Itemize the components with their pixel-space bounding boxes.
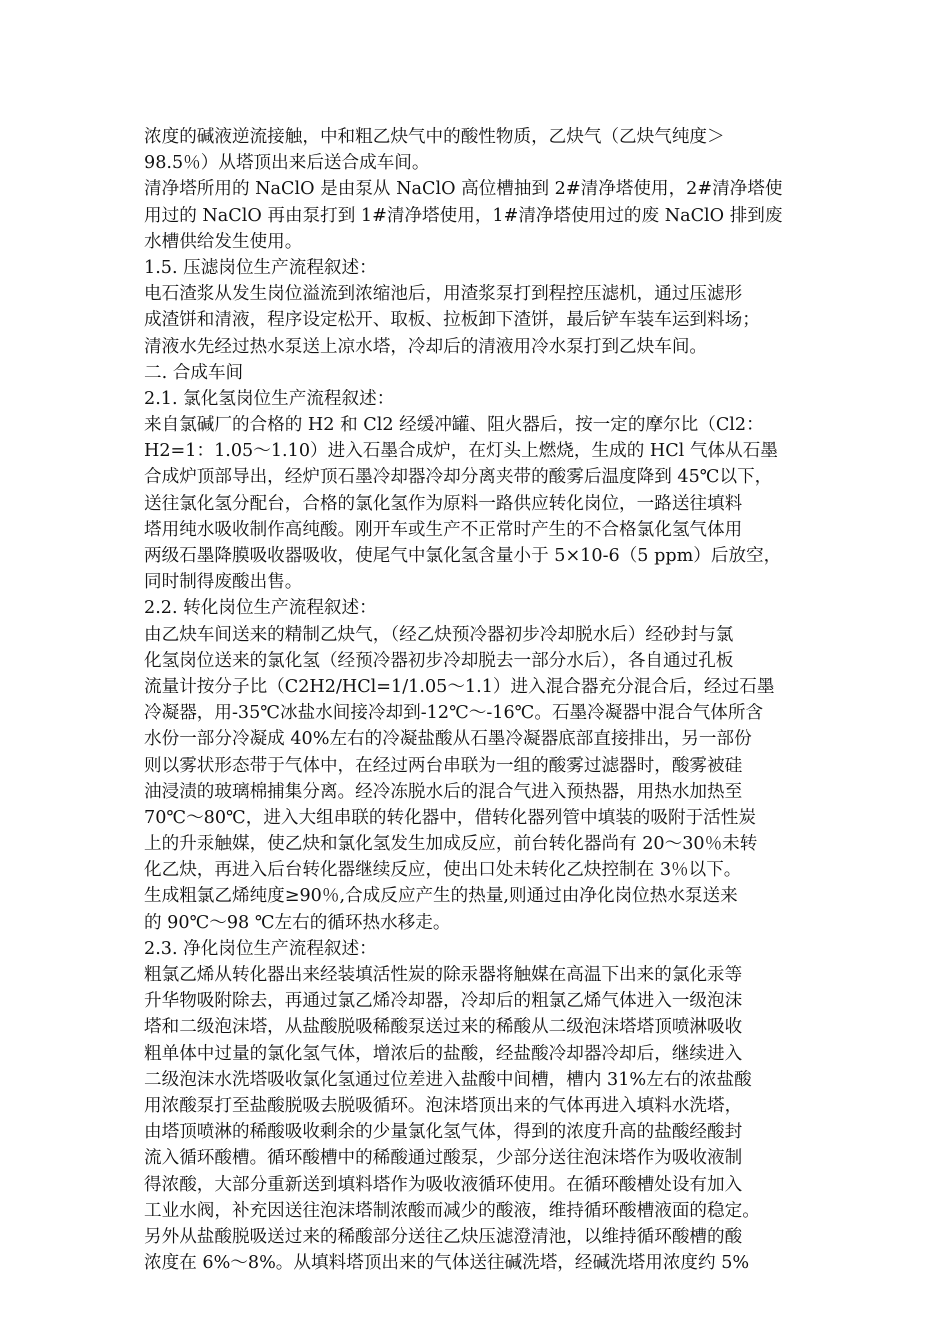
text-line: 清净塔所用的 NaClO 是由泵从 NaClO 高位槽抽到 2#清净塔使用，2#清净塔使 (144, 179, 783, 200)
text-line: 浓度的碱液逆流接触，中和粗乙炔气中的酸性物质，乙炔气（乙炔气纯度＞ (144, 127, 725, 147)
text-line: 用浓酸泵打至盐酸脱吸去脱吸循环。泡沫塔顶出来的气体再进入填料水洗塔， (144, 1095, 743, 1116)
text-line: 塔和二级泡沫塔，从盐酸脱吸稀酸泵送过来的稀酸从二级泡沫塔塔顶喷淋吸收 (144, 1017, 743, 1038)
text-line: 送往氯化氢分配台，合格的氯化氢作为原料一路供应转化岗位，一路送往填料 (144, 493, 743, 514)
text-line: 流量计按分子比（C2H2/HCl=1/1.05～1.1）进入混合器充分混合后，经过石墨 (144, 676, 775, 697)
text-line: 清液水先经过热水泵送上凉水塔，冷却后的清液用冷水泵打到乙炔车间。 (144, 336, 708, 357)
text-line: 合成炉顶部导出，经炉顶石墨冷却器冷却分离夹带的酸雾后温度降到 45℃以下， (144, 467, 773, 488)
text-line: 得浓酸，大部分重新送到填料塔作为吸收液循环使用。在循环酸槽处设有加入 (144, 1174, 743, 1195)
text-line: 化氢岗位送来的氯化氢（经预冷器初步冷却脱去一部分水后），各自通过孔板 (144, 650, 734, 671)
text-line: 由乙炔车间送来的精制乙炔气，（经乙炔预冷器初步冷却脱水后）经砂封与氯 (144, 624, 734, 645)
text-line: 水份一部分冷凝成 40%左右的冷凝盐酸从石墨冷凝器底部直接排出，另一部份 (144, 729, 752, 750)
text-line: H2=1：1.05～1.10）进入石墨合成炉，在灯头上燃烧，生成的 HCl 气体从石墨 (144, 441, 778, 462)
section-heading: 1.5. 压滤岗位生产流程叙述： (144, 257, 377, 278)
chapter-heading: 二. 合成车间 (144, 362, 244, 383)
text-line: 由塔顶喷淋的稀酸吸收剩余的少量氯化氢气体，得到的浓度升高的盐酸经酸封 (144, 1122, 743, 1143)
text-line: 粗氯乙烯从转化器出来经装填活性炭的除汞器将触媒在高温下出来的氯化汞等 (144, 965, 743, 985)
text-line: 来自氯碱厂的合格的 H2 和 Cl2 经缓冲罐、阻火器后，按一定的摩尔比（Cl2： (144, 415, 764, 436)
text-line: 98.5％）从塔顶出来后送合成车间。 (144, 153, 430, 174)
text-line: 同时制得废酸出售。 (144, 572, 303, 593)
text-line: 生成粗氯乙烯纯度≥90％,合成反应产生的热量,则通过由净化岗位热水泵送来 (144, 886, 738, 907)
text-line: 两级石墨降膜吸收器吸收，使尾气中氯化氢含量小于 5×10-6（5 ppm）后放空， (144, 546, 782, 566)
text-line: 流入循环酸槽。循环酸槽中的稀酸通过酸泵，少部分送往泡沫塔作为吸收液制 (144, 1148, 743, 1169)
text-line: 二级泡沫水洗塔吸收氯化氢通过位差进入盐酸中间槽，槽内 31%左右的浓盐酸 (144, 1069, 752, 1090)
text-line: 升华物吸附除去，再通过氯乙烯冷却器，冷却后的粗氯乙烯气体进入一级泡沫 (144, 991, 743, 1012)
text-line: 的 90℃～98 ℃左右的循环热水移走。 (144, 912, 451, 933)
section-heading: 2.1. 氯化氢岗位生产流程叙述： (144, 388, 395, 409)
text-line: 冷凝器，用-35℃冰盐水间接冷却到-12℃～-16℃。石墨冷凝器中混合气体所含 (144, 703, 764, 724)
document-body (144, 124, 812, 1276)
text-line: 另外从盐酸脱吸送过来的稀酸部分送往乙炔压滤澄清池，以维持循环酸槽的酸 (144, 1226, 743, 1247)
text-line: 化乙炔，再进入后台转化器继续反应，使出口处未转化乙炔控制在 3％以下。 (144, 860, 742, 881)
text-line: 浓度在 6%～8%。从填料塔顶出来的气体送往碱洗塔，经碱洗塔用浓度约 5% (144, 1253, 750, 1274)
text-line: 塔用纯水吸收制作高纯酸。刚开车或生产不正常时产生的不合格氯化氢气体用 (144, 519, 743, 540)
text-line: 则以雾状形态带于气体中，在经过两台串联为一组的酸雾过滤器时，酸雾被硅 (144, 755, 743, 776)
text-line: 70℃～80℃，进入大组串联的转化器中，借转化器列管中填装的吸附于活性炭 (144, 807, 756, 828)
text-line: 电石渣浆从发生岗位溢流到浓缩池后，用渣浆泵打到程控压滤机，通过压滤形 (144, 284, 743, 305)
text-line: 用过的 NaClO 再由泵打到 1#清净塔使用，1#清净塔使用过的废 NaClO 排到废 (144, 205, 783, 226)
section-heading: 2.3. 净化岗位生产流程叙述： (144, 938, 377, 959)
text-line: 水槽供给发生使用。 (144, 231, 303, 252)
text-line: 工业水阀，补充因送往泡沫塔制浓酸而减少的酸液，维持循环酸槽液面的稳定。 (144, 1200, 760, 1221)
text-line: 成渣饼和清液，程序设定松开、取板、拉板卸下渣饼，最后铲车装车运到料场； (144, 310, 760, 331)
text-line: 粗单体中过量的氯化氢气体，增浓后的盐酸，经盐酸冷却器冷却后，继续进入 (144, 1043, 743, 1064)
text-line: 上的升汞触媒，使乙炔和氯化氢发生加成反应，前台转化器尚有 20～30％未转 (144, 834, 758, 855)
section-heading: 2.2. 转化岗位生产流程叙述： (144, 598, 377, 619)
text-line: 油浸渍的玻璃棉捕集分离。经冷冻脱水后的混合气进入预热器，用热水加热至 (144, 781, 743, 802)
